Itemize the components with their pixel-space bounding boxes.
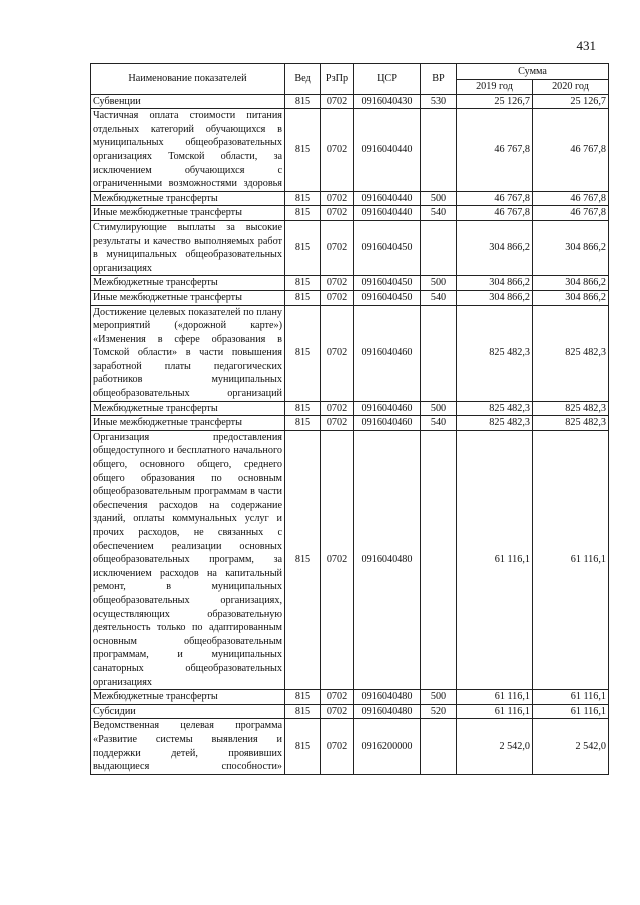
- row-name: Иные межбюджетные трансферты: [91, 206, 285, 221]
- row-ved: 815: [285, 276, 321, 291]
- table-row: [91, 276, 609, 291]
- table-row: [91, 94, 609, 109]
- header-csr: ЦСР: [354, 64, 421, 95]
- row-name: Субвенции: [91, 94, 285, 109]
- row-name: Достижение целевых показателей по плану мероприятий («дорожной карте») «Изменения в сфере образования в Томской области» в части повышения заработной платы педагогических работников муниципальных общеобразовательных организаций: [91, 305, 285, 401]
- page-number: 431: [576, 38, 596, 53]
- table-row: [91, 305, 609, 401]
- row-name: Иные межбюджетные трансферты: [91, 290, 285, 305]
- row-ved: 815: [285, 401, 321, 416]
- row-sum-2019: 304 866,2: [457, 220, 533, 275]
- row-vr: [421, 220, 457, 275]
- row-ved: 815: [285, 430, 321, 689]
- header-vr: ВР: [421, 64, 457, 95]
- row-sum-2020: 825 482,3: [533, 305, 609, 401]
- row-sum-2020: 61 116,1: [533, 430, 609, 689]
- table-row: [91, 220, 609, 275]
- header-2020: 2020 год: [533, 80, 609, 95]
- row-sum-2019: 2 542,0: [457, 719, 533, 774]
- row-sum-2020: 61 116,1: [533, 690, 609, 705]
- row-rzpr: 0702: [321, 305, 354, 401]
- row-vr: 540: [421, 416, 457, 431]
- row-sum-2019: 61 116,1: [457, 690, 533, 705]
- row-sum-2020: 46 767,8: [533, 206, 609, 221]
- table-row: [91, 401, 609, 416]
- row-sum-2019: 61 116,1: [457, 430, 533, 689]
- table-row: [91, 704, 609, 719]
- row-sum-2020: 304 866,2: [533, 276, 609, 291]
- row-ved: 815: [285, 191, 321, 206]
- row-sum-2020: 46 767,8: [533, 191, 609, 206]
- row-vr: [421, 305, 457, 401]
- row-vr: 500: [421, 401, 457, 416]
- header-2019: 2019 год: [457, 80, 533, 95]
- row-vr: 540: [421, 206, 457, 221]
- row-rzpr: 0702: [321, 704, 354, 719]
- row-ved: 815: [285, 290, 321, 305]
- header-rzpr: РзПр: [321, 64, 354, 95]
- row-rzpr: 0702: [321, 206, 354, 221]
- row-sum-2019: 825 482,3: [457, 401, 533, 416]
- row-csr: 0916040460: [354, 305, 421, 401]
- row-name: Иные межбюджетные трансферты: [91, 416, 285, 431]
- row-csr: 0916200000: [354, 719, 421, 774]
- row-name: Ведомственная целевая программа «Развитие системы выявления и поддержки детей, проявивших выдающиеся способности»: [91, 719, 285, 774]
- table-row: [91, 191, 609, 206]
- row-sum-2019: 25 126,7: [457, 94, 533, 109]
- row-name: Межбюджетные трансферты: [91, 276, 285, 291]
- row-rzpr: 0702: [321, 220, 354, 275]
- row-sum-2019: 61 116,1: [457, 704, 533, 719]
- row-vr: [421, 430, 457, 689]
- row-sum-2020: 825 482,3: [533, 401, 609, 416]
- row-rzpr: 0702: [321, 109, 354, 192]
- row-vr: 520: [421, 704, 457, 719]
- row-rzpr: 0702: [321, 276, 354, 291]
- header-sum: Сумма: [457, 64, 609, 80]
- row-vr: 540: [421, 290, 457, 305]
- row-vr: 500: [421, 690, 457, 705]
- row-csr: 0916040480: [354, 690, 421, 705]
- row-vr: 500: [421, 276, 457, 291]
- row-rzpr: 0702: [321, 401, 354, 416]
- row-ved: 815: [285, 704, 321, 719]
- row-rzpr: 0702: [321, 191, 354, 206]
- row-sum-2020: 61 116,1: [533, 704, 609, 719]
- row-csr: 0916040450: [354, 276, 421, 291]
- budget-table: [90, 63, 609, 775]
- row-rzpr: 0702: [321, 416, 354, 431]
- row-sum-2019: 825 482,3: [457, 305, 533, 401]
- row-sum-2019: 304 866,2: [457, 290, 533, 305]
- table-header: [91, 64, 609, 95]
- row-csr: 0916040460: [354, 401, 421, 416]
- row-csr: 0916040440: [354, 109, 421, 192]
- table-row: [91, 690, 609, 705]
- row-ved: 815: [285, 206, 321, 221]
- row-ved: 815: [285, 94, 321, 109]
- row-name: Стимулирующие выплаты за высокие результаты и качество выполняемых работ в муниципальных общеобразовательных организациях: [91, 220, 285, 275]
- row-csr: 0916040440: [354, 206, 421, 221]
- row-name: Межбюджетные трансферты: [91, 401, 285, 416]
- row-vr: 530: [421, 94, 457, 109]
- table-row: [91, 206, 609, 221]
- table-row: [91, 290, 609, 305]
- header-ved: Вед: [285, 64, 321, 95]
- row-sum-2020: 304 866,2: [533, 220, 609, 275]
- row-rzpr: 0702: [321, 94, 354, 109]
- row-name: Частичная оплата стоимости питания отдельных категорий обучающихся в муниципальных общеобразовательных организациях Томской области, за исключением обучающихся с ограниченными возможностями здоровья: [91, 109, 285, 192]
- row-sum-2020: 825 482,3: [533, 416, 609, 431]
- row-csr: 0916040430: [354, 94, 421, 109]
- table-row: [91, 416, 609, 431]
- row-sum-2019: 304 866,2: [457, 276, 533, 291]
- row-sum-2020: 25 126,7: [533, 94, 609, 109]
- row-name: Межбюджетные трансферты: [91, 690, 285, 705]
- row-sum-2020: 2 542,0: [533, 719, 609, 774]
- row-csr: 0916040450: [354, 290, 421, 305]
- row-csr: 0916040480: [354, 704, 421, 719]
- row-ved: 815: [285, 109, 321, 192]
- row-ved: 815: [285, 719, 321, 774]
- table-row: [91, 109, 609, 192]
- table-row: [91, 719, 609, 774]
- table-row: [91, 430, 609, 689]
- row-ved: 815: [285, 690, 321, 705]
- row-csr: 0916040460: [354, 416, 421, 431]
- row-vr: 500: [421, 191, 457, 206]
- row-sum-2020: 46 767,8: [533, 109, 609, 192]
- header-name: Наименование показателей: [91, 64, 285, 95]
- table-body: [91, 94, 609, 774]
- row-vr: [421, 719, 457, 774]
- row-rzpr: 0702: [321, 719, 354, 774]
- row-ved: 815: [285, 220, 321, 275]
- row-ved: 815: [285, 305, 321, 401]
- row-rzpr: 0702: [321, 290, 354, 305]
- row-sum-2019: 46 767,8: [457, 191, 533, 206]
- row-rzpr: 0702: [321, 690, 354, 705]
- row-ved: 815: [285, 416, 321, 431]
- row-name: Субсидии: [91, 704, 285, 719]
- row-rzpr: 0702: [321, 430, 354, 689]
- row-csr: 0916040480: [354, 430, 421, 689]
- row-csr: 0916040440: [354, 191, 421, 206]
- row-sum-2019: 46 767,8: [457, 109, 533, 192]
- row-vr: [421, 109, 457, 192]
- row-sum-2020: 304 866,2: [533, 290, 609, 305]
- row-sum-2019: 46 767,8: [457, 206, 533, 221]
- row-name: Организация предоставления общедоступного и бесплатного начального общего, основного общего, среднего общего образования по основным общеобразовательным программам в части обеспечения расходов на содержание зданий, оплаты коммунальных услуг и прочих расходов, не связанных с обеспечением реализации основных общеобразовательных программ, за исключением расходов на капитальный ремонт, в муниципальных общеобразовательных организациях, осуществляющих образовательную деятельность только по адаптированным основным общеобразовательным программам, и муниципальных санаторных общеобразовательных организациях: [91, 430, 285, 689]
- row-csr: 0916040450: [354, 220, 421, 275]
- row-name: Межбюджетные трансферты: [91, 191, 285, 206]
- row-sum-2019: 825 482,3: [457, 416, 533, 431]
